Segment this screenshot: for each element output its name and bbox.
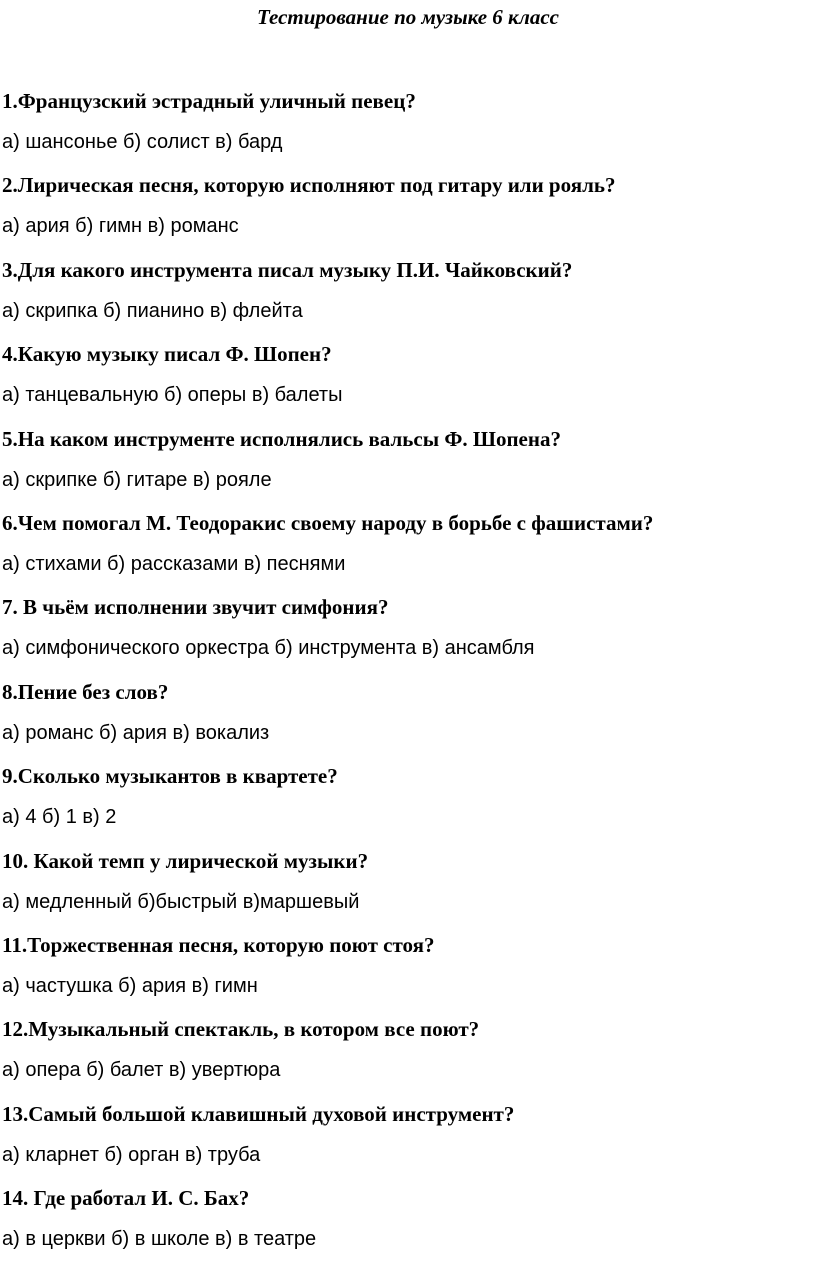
question-item bbox=[2, 86, 812, 170]
question-text: 8.Пение без слов? bbox=[2, 679, 169, 704]
question-text: 2.Лирическая песня, которую исполняют под гитару или рояль? bbox=[2, 173, 616, 198]
question-text: 1.Французский эстрадный уличный певец? bbox=[2, 89, 416, 113]
question-text: 13.Самый большой клавишный духовой инструмент? bbox=[2, 1101, 515, 1126]
question-item bbox=[2, 339, 812, 423]
question-list bbox=[2, 86, 812, 1267]
question-text: 12.Музыкальный спектакль, в котором все поют? bbox=[2, 1017, 480, 1042]
answer-options: а) ария б) гимн в) романс bbox=[2, 215, 239, 238]
answer-options: а) в церкви б) в школе в) в театре bbox=[2, 1228, 317, 1251]
answer-options: а) кларнет б) орган в) труба bbox=[2, 1143, 261, 1166]
question-item bbox=[2, 1014, 812, 1098]
question-item bbox=[2, 424, 812, 508]
question-item bbox=[2, 1183, 812, 1267]
answer-options: а) опера б) балет в) увертюра bbox=[2, 1059, 281, 1082]
question-text: 14. Где работал И. С. Бах? bbox=[2, 1186, 250, 1211]
question-text: 11.Торжественная песня, которую поют стоя? bbox=[2, 932, 435, 957]
answer-options: а) 4 б) 1 в) 2 bbox=[2, 806, 117, 829]
question-item bbox=[2, 170, 812, 254]
answer-options: а) романс б) ария в) вокализ bbox=[2, 721, 270, 744]
question-item bbox=[2, 592, 812, 676]
answer-options: а) медленный б)быстрый в)маршевый bbox=[2, 890, 360, 913]
answer-options: а) скрипке б) гитаре в) рояле bbox=[2, 468, 272, 491]
question-item bbox=[2, 761, 812, 845]
question-text: 7. В чьём исполнении звучит симфония? bbox=[2, 595, 389, 620]
answer-options: а) скрипка б) пианино в) флейта bbox=[2, 299, 303, 322]
question-item bbox=[2, 846, 812, 930]
answer-options: а) стихами б) рассказами в) песнями bbox=[2, 552, 346, 575]
question-text: 9.Сколько музыкантов в квартете? bbox=[2, 764, 338, 789]
answer-options: а) танцевальную б) оперы в) балеты bbox=[2, 384, 343, 407]
answer-options: а) шансонье б) солист в) бард bbox=[2, 131, 283, 153]
question-item bbox=[2, 255, 812, 339]
question-text: 10. Какой темп у лирической музыки? bbox=[2, 848, 369, 873]
question-text: 6.Чем помогал М. Теодоракис своему народу в борьбе с фашистами? bbox=[2, 510, 654, 535]
document-title: Тестирование по музыке 6 класс bbox=[256, 5, 560, 29]
question-text: 4.Какую музыку писал Ф. Шопен? bbox=[2, 342, 332, 367]
answer-options: а) симфонического оркестра б) инструмента в) ансамбля bbox=[2, 637, 535, 660]
question-text: 3.Для какого инструмента писал музыку П.И. Чайковский? bbox=[2, 257, 573, 282]
question-text: 5.На каком инструменте исполнялись вальсы Ф. Шопена? bbox=[2, 426, 561, 451]
question-item bbox=[2, 677, 812, 761]
question-item bbox=[2, 508, 812, 592]
answer-options: а) частушка б) ария в) гимн bbox=[2, 974, 258, 997]
question-item bbox=[2, 1099, 812, 1183]
question-item bbox=[2, 930, 812, 1014]
